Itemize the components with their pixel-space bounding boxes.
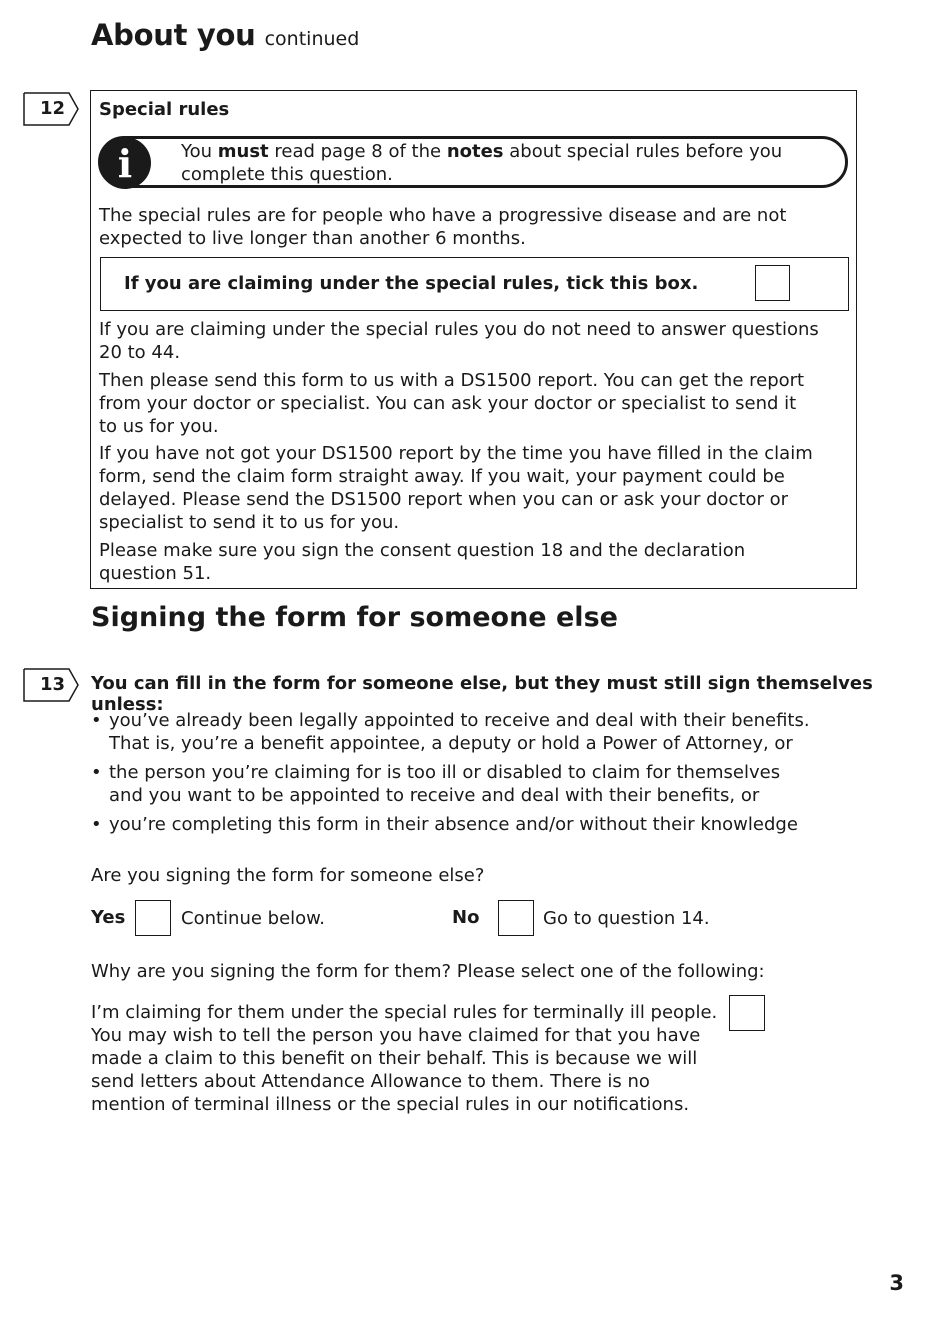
page-title-main: About you — [91, 18, 256, 52]
special-rules-paragraph-4: Please make sure you sign the consent question 18 and the declaration question 51. — [99, 540, 746, 584]
special-rules-option-text: I’m claiming for them under the special rules for terminally ill people. You may wish to tell the person you have claimed for that you have made a claim to this benefit on their behalf. This is because we will send letters about Attendance Allowance to them. There is no mention of terminal illness or the special rules in our notifications. — [91, 1002, 718, 1115]
page-title — [91, 18, 359, 52]
info-callout-text: You must read page 8 of the notes about special rules before you complete this question. — [181, 141, 783, 185]
page-title-continued: continued — [264, 28, 360, 50]
yes-note: Continue below. — [181, 908, 325, 929]
special-rules-paragraph-1: If you are claiming under the special rules you do not need to answer questions 20 to 44. — [99, 319, 819, 363]
section-title: Signing the form for someone else — [91, 602, 618, 633]
list-item: • you’re completing this form in their absence and/or without their knowledge — [91, 813, 811, 836]
question-number-13: 13 — [23, 668, 79, 702]
special-rules-paragraph-3: If you have not got your DS1500 report by the time you have filled in the claim form, send the claim form straight away. If you wait, your payment could be delayed. Please send the DS1500 report when you can or ask your doctor or specialist to send it to us for you. — [99, 443, 813, 533]
question13-lead: You can fill in the form for someone else, but they must still sign themselves unless: — [91, 673, 873, 715]
signing-question: Are you signing the form for someone else? — [91, 865, 485, 886]
yes-checkbox[interactable] — [135, 900, 171, 936]
special-rules-paragraph-2: Then please send this form to us with a DS1500 report. You can get the report from your doctor or specialist. You can ask your doctor or specialist to send it to us for you. — [99, 370, 805, 437]
special-rules-intro: The special rules are for people who have a progressive disease and are not expected to live longer than another 6 months. — [99, 205, 787, 249]
special-rules-tick-label: If you are claiming under the special rules, tick this box. — [124, 273, 699, 294]
special-rules-title: Special rules — [99, 99, 230, 120]
no-note: Go to question 14. — [543, 908, 710, 929]
page-number: 3 — [889, 1271, 904, 1295]
no-label: No — [452, 907, 480, 928]
no-checkbox[interactable] — [498, 900, 534, 936]
list-item: • you’ve already been legally appointed to receive and deal with their benefits. That is, you’re a benefit appointee, a deputy or hold a Power of Attorney, or — [91, 709, 811, 755]
list-item: • the person you’re claiming for is too ill or disabled to claim for themselves and you want to be appointed to receive and deal with their benefits, or — [91, 761, 811, 807]
special-rules-option-checkbox[interactable] — [729, 995, 765, 1031]
info-icon: i — [99, 137, 151, 189]
question-number-12: 12 — [23, 92, 79, 126]
special-rules-checkbox[interactable] — [755, 265, 790, 301]
yes-label: Yes — [91, 907, 126, 928]
question13-bullet-list — [91, 709, 811, 842]
why-question: Why are you signing the form for them? Please select one of the following: — [91, 961, 765, 982]
